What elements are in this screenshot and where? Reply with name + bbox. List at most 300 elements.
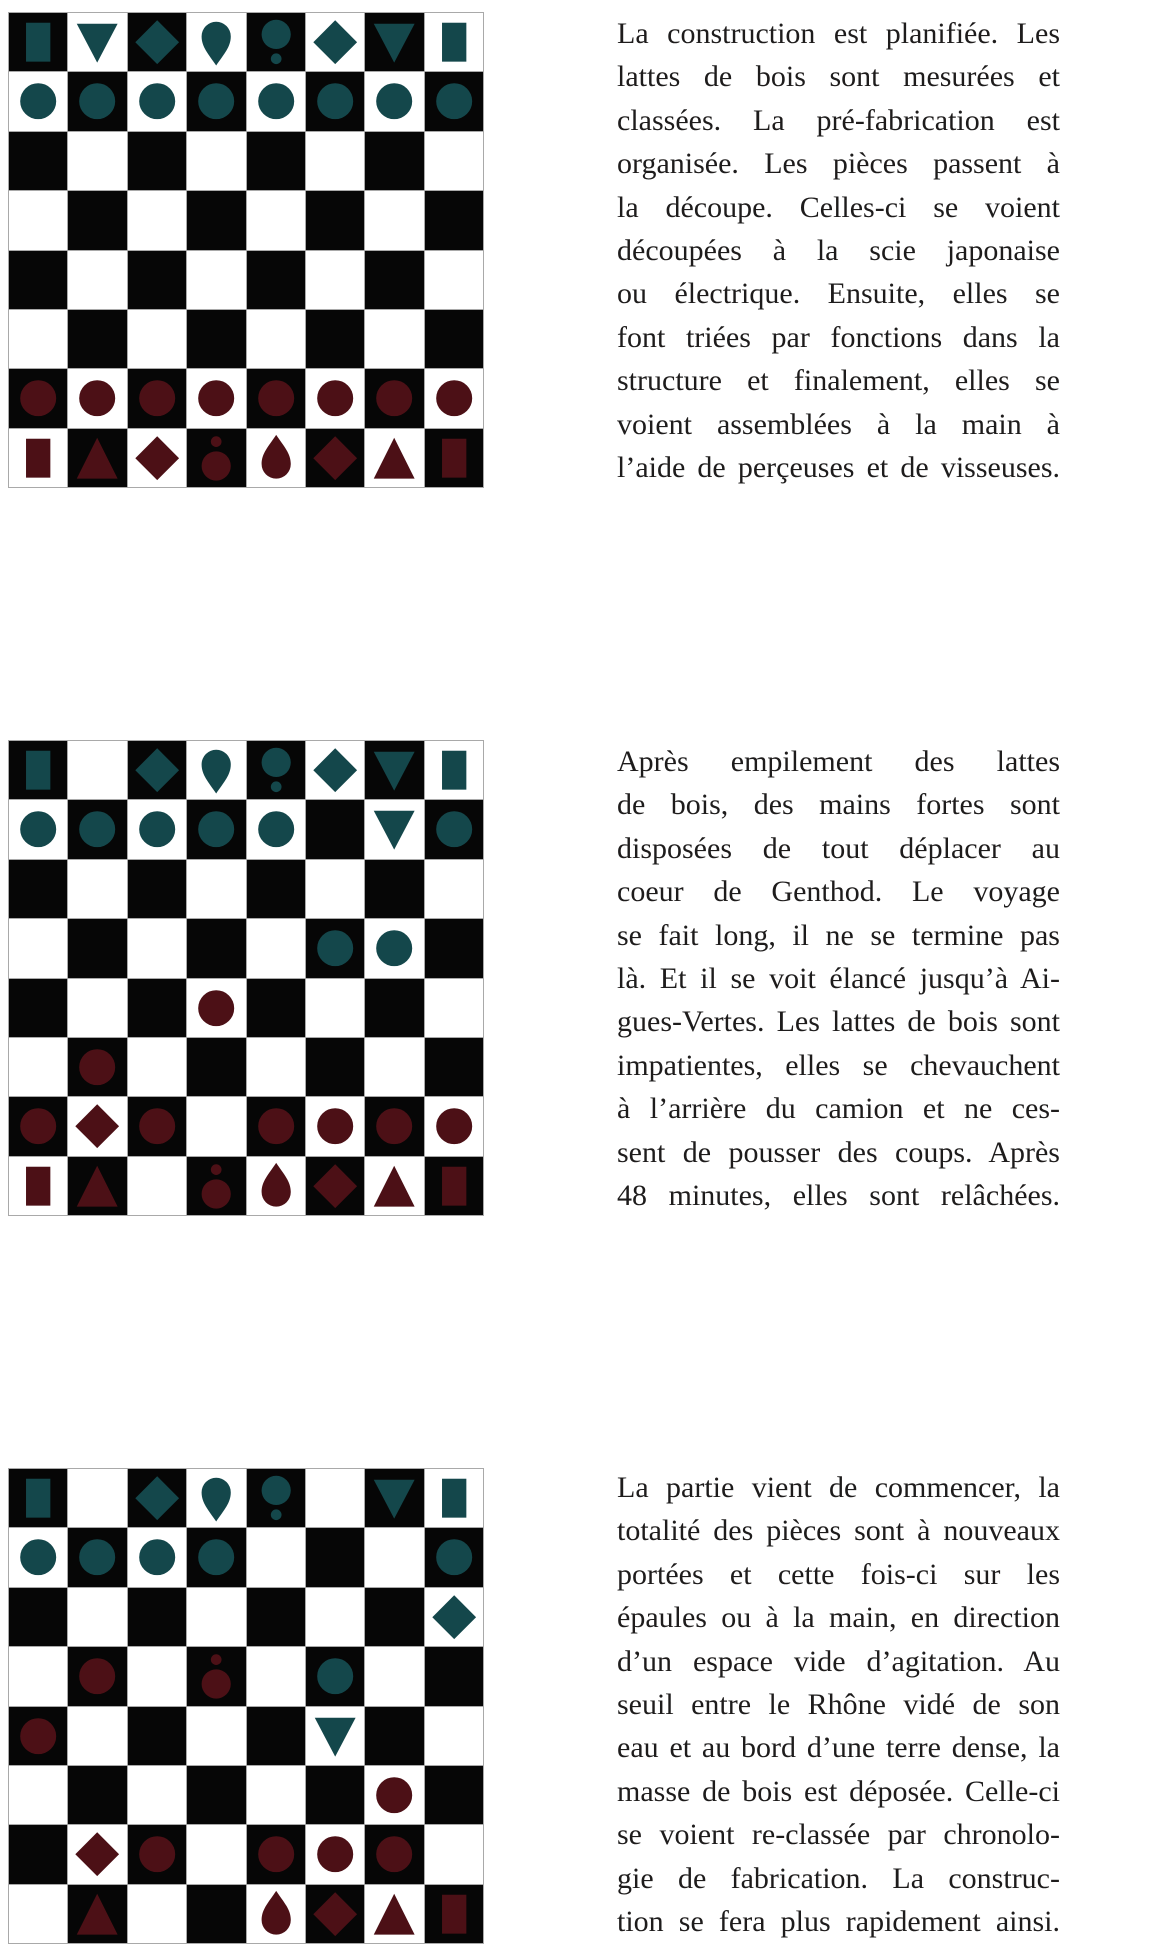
board-cell (9, 13, 67, 71)
piece-drop-down-teal (187, 13, 245, 71)
board-cell (128, 1885, 186, 1943)
piece-excl-down-teal (247, 13, 305, 71)
piece-circle-red (365, 369, 423, 427)
piece-excl-down-teal (247, 1469, 305, 1527)
piece-circle-teal (425, 800, 483, 858)
board-cell (425, 72, 483, 130)
board-cell (128, 310, 186, 368)
board-cell (187, 1825, 245, 1883)
paragraph-line: classées. La pré-fabrication est (617, 103, 1060, 137)
paragraph-line: voient assemblées à la main à (617, 407, 1060, 441)
paragraph-line: d’un espace vide d’agitation. Au (617, 1644, 1060, 1678)
board-cell (187, 1647, 245, 1705)
board-cell (247, 1766, 305, 1824)
board-cell (306, 919, 364, 977)
board-cell (365, 72, 423, 130)
piece-rect-red (425, 1157, 483, 1215)
chess-board-transport (8, 740, 484, 1216)
paragraph-partie (617, 1466, 1060, 1943)
board-cell (128, 251, 186, 309)
piece-circle-teal (128, 1528, 186, 1586)
piece-circle-teal (306, 1647, 364, 1705)
board-cell (68, 72, 126, 130)
board-cell (306, 1707, 364, 1765)
board-cell (68, 310, 126, 368)
board-cell (365, 132, 423, 190)
paragraph-line: portées et cette fois-ci sur les (617, 1557, 1060, 1591)
piece-drop-down-teal (187, 741, 245, 799)
board-cell (68, 860, 126, 918)
paragraph-line: épaules ou à la main, en direction (617, 1601, 1060, 1635)
board-cell (68, 1469, 126, 1527)
board-cell (247, 1588, 305, 1646)
board-cell (365, 1647, 423, 1705)
board-cell (247, 1469, 305, 1527)
board-cell (306, 1766, 364, 1824)
piece-circle-teal (365, 919, 423, 977)
board-cell (68, 1157, 126, 1215)
piece-triangle-up-red (68, 1885, 126, 1943)
board-cell (247, 191, 305, 249)
board-cell (128, 800, 186, 858)
board-cell (128, 1647, 186, 1705)
piece-circle-red (365, 1825, 423, 1883)
board-cell (9, 310, 67, 368)
paragraph-line: découpées à la scie japonaise (617, 233, 1060, 267)
board-cell (247, 72, 305, 130)
board-cell (247, 429, 305, 487)
board-cell (9, 191, 67, 249)
paragraph-line: seuil entre le Rhône vidé de son (617, 1687, 1060, 1721)
piece-circle-red (68, 369, 126, 427)
board-cell (128, 1707, 186, 1765)
paragraph-line: Après empilement des lattes (617, 745, 1060, 778)
board-cell (365, 979, 423, 1037)
piece-circle-teal (68, 72, 126, 130)
board-cell (365, 13, 423, 71)
board-cell (425, 369, 483, 427)
board-cell (9, 1588, 67, 1646)
piece-circle-teal (68, 800, 126, 858)
board-cell (425, 1707, 483, 1765)
paragraph-fabrication (617, 12, 1060, 489)
board-cell (187, 1885, 245, 1943)
board-cell (9, 1157, 67, 1215)
piece-circle-teal (247, 800, 305, 858)
board-cell (247, 13, 305, 71)
paragraph-line: disposées de tout déplacer au (617, 831, 1060, 865)
piece-diamond-teal (128, 1469, 186, 1527)
board-cell (306, 251, 364, 309)
board-cell (68, 1766, 126, 1824)
board-cell (128, 191, 186, 249)
board-cell (365, 1528, 423, 1586)
board-cell (247, 1647, 305, 1705)
piece-rect-red (425, 429, 483, 487)
board-cell (247, 860, 305, 918)
piece-drop-up-red (247, 1885, 305, 1943)
board-cell (128, 919, 186, 977)
board-cell (187, 1707, 245, 1765)
board-cell (68, 251, 126, 309)
board-cell (68, 13, 126, 71)
board-cell (187, 1528, 245, 1586)
piece-rect-red (9, 1157, 67, 1215)
board-cell (68, 191, 126, 249)
piece-rect-red (425, 1885, 483, 1943)
board-cell (68, 369, 126, 427)
piece-circle-teal (425, 72, 483, 130)
piece-diamond-teal (128, 741, 186, 799)
paragraph-line: impatientes, elles se chevauchent (617, 1048, 1060, 1082)
board-cell (247, 919, 305, 977)
board-cell (187, 310, 245, 368)
board-cell (306, 860, 364, 918)
board-cell (9, 1825, 67, 1883)
board-cell (425, 860, 483, 918)
paragraph-transport (617, 740, 1060, 1217)
piece-triangle-down-teal (365, 741, 423, 799)
board-cell (187, 1038, 245, 1096)
board-cell (425, 191, 483, 249)
piece-diamond-red (306, 429, 364, 487)
paragraph-line: de bois, des mains fortes sont (617, 788, 1060, 822)
board-cell (247, 1885, 305, 1943)
board-cell (128, 1588, 186, 1646)
piece-drop-up-red (247, 429, 305, 487)
piece-triangle-down-teal (365, 13, 423, 71)
piece-triangle-down-teal (68, 13, 126, 71)
piece-excl-up-red (187, 1647, 245, 1705)
board-cell (187, 13, 245, 71)
board-cell (247, 1097, 305, 1155)
board-cell (128, 1157, 186, 1215)
board-cell (187, 860, 245, 918)
board-cell (306, 132, 364, 190)
board-cell (247, 132, 305, 190)
piece-triangle-down-teal (365, 800, 423, 858)
paragraph-line: 48 minutes, elles sont relâchées. (617, 1178, 1060, 1212)
board-cell (247, 800, 305, 858)
piece-rect-teal (425, 13, 483, 71)
board-cell (425, 1647, 483, 1705)
board-cell (9, 1707, 67, 1765)
board-cell (425, 741, 483, 799)
board-cell (187, 800, 245, 858)
piece-diamond-red (306, 1157, 364, 1215)
piece-circle-teal (306, 919, 364, 977)
piece-triangle-up-red (365, 429, 423, 487)
board-cell (306, 800, 364, 858)
piece-circle-red (128, 369, 186, 427)
board-cell (68, 1885, 126, 1943)
board-cell (247, 1038, 305, 1096)
board-cell (306, 1038, 364, 1096)
board-cell (128, 429, 186, 487)
piece-circle-red (9, 369, 67, 427)
piece-triangle-down-teal (306, 1707, 364, 1765)
paragraph-line: ou électrique. Ensuite, elles se (617, 277, 1060, 311)
piece-circle-red (247, 369, 305, 427)
board-cell (9, 860, 67, 918)
board-cell (306, 1097, 364, 1155)
board-cell (365, 1825, 423, 1883)
piece-circle-teal (9, 800, 67, 858)
board-cell (425, 1157, 483, 1215)
piece-circle-teal (68, 1528, 126, 1586)
piece-drop-down-teal (187, 1469, 245, 1527)
board-cell (306, 72, 364, 130)
piece-diamond-red (128, 429, 186, 487)
board-cell (187, 1097, 245, 1155)
board-cell (306, 1825, 364, 1883)
board-cell (9, 429, 67, 487)
board-cell (425, 1766, 483, 1824)
board-cell (365, 1097, 423, 1155)
board-cell (425, 919, 483, 977)
board-cell (187, 1157, 245, 1215)
piece-triangle-up-red (68, 429, 126, 487)
board-cell (68, 1038, 126, 1096)
board-cell (9, 1647, 67, 1705)
board-cell (365, 310, 423, 368)
board-cell (187, 191, 245, 249)
board-cell (9, 919, 67, 977)
paragraph-line: à l’arrière du camion et ne ces- (617, 1092, 1060, 1126)
piece-circle-red (247, 1825, 305, 1883)
board-cell (425, 1469, 483, 1527)
board-cell (187, 429, 245, 487)
piece-rect-teal (9, 1469, 67, 1527)
paragraph-line: là. Et il se voit élancé jusqu’à Ai- (617, 961, 1060, 995)
board-cell (247, 979, 305, 1037)
paragraph-line: masse de bois est déposée. Celle-ci (617, 1774, 1060, 1808)
board-cell (68, 741, 126, 799)
paragraph-line: lattes de bois sont mesurées et (617, 60, 1060, 94)
board-cell (306, 1885, 364, 1943)
piece-circle-red (187, 979, 245, 1037)
board-cell (365, 860, 423, 918)
paragraph-line: coeur de Genthod. Le voyage (617, 875, 1060, 909)
board-cell (425, 1528, 483, 1586)
board-cell (128, 1766, 186, 1824)
board-cell (365, 919, 423, 977)
piece-circle-teal (9, 1528, 67, 1586)
paragraph-line: se fait long, il ne se termine pas (617, 918, 1060, 952)
board-cell (128, 860, 186, 918)
piece-excl-down-teal (247, 741, 305, 799)
board-cell (425, 979, 483, 1037)
piece-diamond-red (306, 1885, 364, 1943)
board-cell (425, 1097, 483, 1155)
board-cell (425, 13, 483, 71)
piece-rect-teal (425, 741, 483, 799)
piece-circle-teal (128, 72, 186, 130)
board-cell (365, 1885, 423, 1943)
board-cell (128, 132, 186, 190)
paragraph-line: organisée. Les pièces passent à (617, 147, 1060, 181)
board-cell (68, 1528, 126, 1586)
paragraph-line: se voient re-classée par chronolo- (617, 1818, 1060, 1852)
board-cell (68, 132, 126, 190)
piece-rect-red (9, 429, 67, 487)
board-cell (365, 800, 423, 858)
board-cell (425, 1825, 483, 1883)
paragraph-line: gues-Vertes. Les lattes de bois sont (617, 1005, 1060, 1039)
piece-circle-red (128, 1825, 186, 1883)
paragraph-line: totalité des pièces sont à nouveaux (617, 1514, 1060, 1548)
board-cell (187, 1766, 245, 1824)
board-cell (128, 1825, 186, 1883)
board-cell (68, 1097, 126, 1155)
board-cell (9, 979, 67, 1037)
board-cell (187, 741, 245, 799)
paragraph-line: tion se fera plus rapidement ainsi. (617, 1904, 1060, 1938)
piece-circle-red (425, 1097, 483, 1155)
board-cell (68, 1588, 126, 1646)
piece-circle-red (247, 1097, 305, 1155)
paragraph-line: eau et au bord d’une terre dense, la (617, 1731, 1060, 1765)
piece-diamond-red (68, 1097, 126, 1155)
piece-circle-teal (306, 72, 364, 130)
piece-triangle-up-red (68, 1157, 126, 1215)
board-cell (425, 429, 483, 487)
paragraph-line: La partie vient de commencer, la (617, 1471, 1060, 1504)
piece-circle-red (128, 1097, 186, 1155)
paragraph-line: la découpe. Celles-ci se voient (617, 190, 1060, 224)
board-cell (187, 72, 245, 130)
board-cell (9, 369, 67, 427)
board-cell (365, 1038, 423, 1096)
board-cell (247, 1157, 305, 1215)
board-cell (425, 1038, 483, 1096)
board-cell (9, 72, 67, 130)
board-cell (306, 741, 364, 799)
piece-circle-red (9, 1707, 67, 1765)
board-cell (306, 979, 364, 1037)
board-cell (247, 1707, 305, 1765)
piece-circle-teal (425, 1528, 483, 1586)
board-cell (306, 191, 364, 249)
piece-rect-teal (425, 1469, 483, 1527)
piece-circle-red (9, 1097, 67, 1155)
board-cell (9, 1885, 67, 1943)
board-cell (365, 741, 423, 799)
board-cell (9, 741, 67, 799)
piece-circle-red (68, 1647, 126, 1705)
board-cell (247, 310, 305, 368)
paragraph-line: La construction est planifiée. Les (617, 17, 1060, 50)
board-cell (187, 1588, 245, 1646)
board-cell (9, 132, 67, 190)
piece-excl-up-red (187, 429, 245, 487)
board-cell (306, 1647, 364, 1705)
board-cell (9, 1038, 67, 1096)
piece-circle-red (187, 369, 245, 427)
piece-circle-teal (247, 72, 305, 130)
board-cell (365, 429, 423, 487)
piece-triangle-down-teal (365, 1469, 423, 1527)
board-cell (128, 72, 186, 130)
board-cell (128, 1097, 186, 1155)
piece-diamond-teal (306, 13, 364, 71)
board-cell (9, 1766, 67, 1824)
piece-triangle-up-red (365, 1885, 423, 1943)
board-cell (187, 132, 245, 190)
piece-circle-teal (187, 800, 245, 858)
board-cell (306, 310, 364, 368)
board-cell (425, 132, 483, 190)
board-cell (187, 1469, 245, 1527)
board-cell (247, 369, 305, 427)
board-cell (306, 1469, 364, 1527)
board-cell (187, 251, 245, 309)
piece-circle-teal (187, 72, 245, 130)
board-cell (187, 919, 245, 977)
piece-diamond-teal (425, 1588, 483, 1646)
board-cell (9, 1469, 67, 1527)
board-cell (68, 1825, 126, 1883)
board-cell (247, 251, 305, 309)
piece-excl-up-red (187, 1157, 245, 1215)
board-cell (365, 1588, 423, 1646)
piece-triangle-up-red (365, 1157, 423, 1215)
paragraph-line: sent de pousser des coups. Après (617, 1135, 1060, 1169)
board-cell (306, 1528, 364, 1586)
board-cell (9, 1097, 67, 1155)
piece-circle-red (425, 369, 483, 427)
board-cell (187, 369, 245, 427)
board-cell (247, 1528, 305, 1586)
board-cell (9, 800, 67, 858)
board-cell (187, 979, 245, 1037)
paragraph-line: font triées par fonctions dans la (617, 320, 1060, 354)
piece-circle-teal (365, 72, 423, 130)
board-cell (128, 1469, 186, 1527)
board-cell (425, 251, 483, 309)
board-cell (128, 979, 186, 1037)
board-cell (128, 13, 186, 71)
piece-rect-teal (9, 741, 67, 799)
board-cell (365, 1707, 423, 1765)
board-cell (68, 429, 126, 487)
board-cell (306, 13, 364, 71)
piece-circle-red (365, 1766, 423, 1824)
board-cell (306, 369, 364, 427)
piece-drop-up-red (247, 1157, 305, 1215)
piece-circle-red (68, 1038, 126, 1096)
piece-circle-teal (9, 72, 67, 130)
piece-diamond-red (68, 1825, 126, 1883)
board-cell (128, 369, 186, 427)
board-cell (425, 1588, 483, 1646)
piece-rect-teal (9, 13, 67, 71)
board-cell (306, 1588, 364, 1646)
board-cell (365, 251, 423, 309)
piece-circle-red (306, 1825, 364, 1883)
board-cell (68, 1707, 126, 1765)
board-cell (365, 1157, 423, 1215)
piece-circle-red (306, 369, 364, 427)
piece-circle-teal (128, 800, 186, 858)
board-cell (306, 1157, 364, 1215)
board-cell (425, 1885, 483, 1943)
board-cell (365, 1766, 423, 1824)
piece-circle-red (365, 1097, 423, 1155)
board-cell (425, 800, 483, 858)
chess-board-partie (8, 1468, 484, 1944)
piece-diamond-teal (128, 13, 186, 71)
